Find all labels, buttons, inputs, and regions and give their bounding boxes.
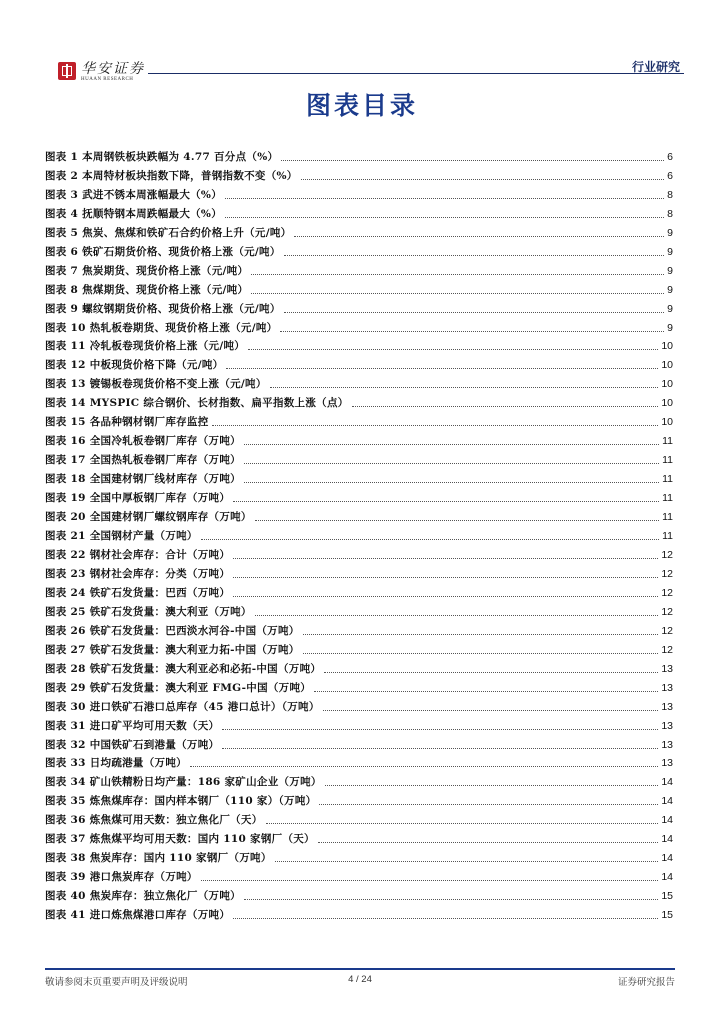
toc-entry[interactable]: [45, 865, 673, 884]
toc-dot-leader: [281, 160, 664, 161]
toc-entry-label[interactable]: 图表 29 铁矿石发货量：澳大利亚 FMG-中国（万吨）: [45, 681, 312, 694]
toc-entry-page[interactable]: 11: [662, 473, 673, 486]
toc-dot-leader: [244, 444, 659, 445]
toc-entry-page[interactable]: 10: [661, 359, 673, 372]
toc-dot-leader: [233, 577, 658, 578]
footer-divider: [45, 968, 675, 970]
toc-entry-page[interactable]: 10: [661, 340, 673, 353]
toc-dot-leader: [319, 804, 658, 805]
toc-dot-leader: [325, 785, 659, 786]
toc-dot-leader: [255, 520, 659, 521]
toc-entry[interactable]: [45, 486, 673, 505]
toc-entry[interactable]: [45, 676, 673, 695]
toc-dot-leader: [255, 615, 659, 616]
toc-dot-leader: [266, 823, 659, 824]
toc-dot-leader: [201, 880, 659, 881]
toc-entry-page[interactable]: 11: [662, 511, 673, 524]
toc-entry-page[interactable]: 9: [667, 264, 673, 277]
toc-entry-label[interactable]: 图表 9 螺纹钢期货价格、现货价格上涨（元/吨）: [45, 302, 281, 315]
toc-dot-leader: [303, 634, 659, 635]
page-footer: [45, 974, 675, 990]
toc-entry[interactable]: [45, 562, 673, 581]
toc-entry[interactable]: [45, 278, 673, 297]
toc-entry-label[interactable]: 图表 10 热轧板卷期货、现货价格上涨（元/吨）: [45, 321, 278, 334]
toc-entry[interactable]: [45, 353, 673, 372]
toc-entry[interactable]: [45, 714, 673, 733]
toc-entry[interactable]: [45, 543, 673, 562]
toc-dot-leader: [270, 387, 659, 388]
toc-entry[interactable]: [45, 619, 673, 638]
toc-entry-page[interactable]: 13: [661, 662, 673, 675]
logo-subtitle: HUAAN RESEARCH: [81, 77, 134, 82]
toc-dot-leader: [225, 217, 664, 218]
toc-entry-page[interactable]: 12: [661, 605, 673, 618]
toc-entry-page[interactable]: 6: [667, 150, 673, 163]
toc-entry-label[interactable]: 图表 17 全国热轧板卷钢厂库存（万吨）: [45, 454, 241, 467]
toc-entry-page[interactable]: 13: [661, 757, 673, 770]
toc-entry-label[interactable]: 图表 22 钢材社会库存：合计（万吨）: [45, 548, 231, 561]
toc-dot-leader: [244, 463, 659, 464]
toc-dot-leader: [318, 842, 658, 843]
toc-entry-page[interactable]: 9: [667, 321, 673, 334]
toc-entry-page[interactable]: 11: [662, 530, 673, 543]
toc-entry-label[interactable]: 图表 20 全国建材钢厂螺纹钢库存（万吨）: [45, 511, 252, 524]
toc-entry-page[interactable]: 10: [661, 416, 673, 429]
toc-entry-page[interactable]: 12: [661, 643, 673, 656]
toc-entry-page[interactable]: 9: [667, 226, 673, 239]
toc-entry-page[interactable]: 14: [661, 852, 673, 865]
toc-dot-leader: [324, 672, 658, 673]
toc-entry-page[interactable]: 12: [661, 624, 673, 637]
toc-entry[interactable]: [45, 695, 673, 714]
toc-entry-label[interactable]: 图表 12 中板现货价格下降（元/吨）: [45, 359, 224, 372]
footer-disclaimer: 敬请参阅末页重要声明及评级说明: [45, 977, 188, 988]
toc-dot-leader: [303, 653, 659, 654]
toc-entry-label[interactable]: 图表 30 进口铁矿石港口总库存（45 港口总计）（万吨）: [45, 700, 320, 713]
toc-entry-page[interactable]: 12: [661, 586, 673, 599]
toc-entry-label[interactable]: 图表 21 全国钢材产量（万吨）: [45, 530, 198, 543]
toc-entry[interactable]: [45, 202, 673, 221]
toc-entry[interactable]: [45, 145, 673, 164]
footer-doc-type: 证券研究报告: [617, 977, 675, 988]
toc-dot-leader: [251, 274, 664, 275]
toc-dot-leader: [225, 198, 664, 199]
toc-entry-label[interactable]: 图表 36 炼焦煤可用天数：独立焦化厂（天）: [45, 814, 263, 827]
toc-entry-label[interactable]: 图表 31 进口矿平均可用天数（天）: [45, 719, 220, 732]
toc-entry-page[interactable]: 9: [667, 245, 673, 258]
toc-entry-page[interactable]: 11: [662, 492, 673, 505]
toc-dot-leader: [314, 691, 658, 692]
page-number: 4 / 24: [348, 974, 372, 985]
toc-entry-page[interactable]: 8: [667, 207, 673, 220]
toc-entry-label[interactable]: 图表 41 进口炼焦煤港口库存（万吨）: [45, 909, 231, 922]
toc-dot-leader: [190, 766, 658, 767]
toc-dot-leader: [233, 558, 658, 559]
toc-entry-page[interactable]: 14: [661, 871, 673, 884]
toc-entry-label[interactable]: 图表 4 抚顺特钢本周跌幅最大（%）: [45, 207, 222, 220]
toc-entry-page[interactable]: 6: [667, 169, 673, 182]
toc-dot-leader: [352, 406, 659, 407]
toc-entry[interactable]: [45, 505, 673, 524]
toc-entry-label[interactable]: 图表 14 MYSPIC 综合钢价、长材指数、扁平指数上涨（点）: [45, 397, 349, 410]
toc-entry-label[interactable]: 图表 3 武进不锈本周涨幅最大（%）: [45, 188, 222, 201]
toc-entry-label[interactable]: 图表 6 铁矿石期货价格、现货价格上涨（元/吨）: [45, 245, 281, 258]
toc-entry-label[interactable]: 图表 5 焦炭、焦煤和铁矿石合约价格上升（元/吨）: [45, 226, 292, 239]
toc-entry-label[interactable]: 图表 33 日均疏港量（万吨）: [45, 757, 187, 770]
toc-entry[interactable]: [45, 827, 673, 846]
toc-entry-page[interactable]: 15: [661, 909, 673, 922]
toc-entry[interactable]: [45, 391, 673, 410]
toc-entry-page[interactable]: 14: [661, 795, 673, 808]
page-title: 图表目录: [305, 91, 418, 120]
toc-entry-label[interactable]: 图表 27 铁矿石发货量：澳大利亚力拓-中国（万吨）: [45, 643, 300, 656]
toc-entry-label[interactable]: 图表 19 全国中厚板钢厂库存（万吨）: [45, 492, 231, 505]
page-header: [40, 52, 684, 86]
toc-entry-label[interactable]: 图表 16 全国冷轧板卷钢厂库存（万吨）: [45, 435, 241, 448]
toc-entry[interactable]: [45, 581, 673, 600]
toc-entry-page[interactable]: 14: [661, 814, 673, 827]
toc-dot-leader: [251, 293, 664, 294]
toc-entry-page[interactable]: 15: [661, 890, 673, 903]
toc-entry-label[interactable]: 图表 37 炼焦煤平均可用天数：国内 110 家钢厂（天）: [45, 833, 315, 846]
toc-entry-page[interactable]: 10: [661, 378, 673, 391]
toc-entry-label[interactable]: 图表 1 本周钢铁板块跌幅为 4.77 百分点（%）: [45, 150, 279, 163]
toc-entry-page[interactable]: 13: [661, 681, 673, 694]
toc-entry-label[interactable]: 图表 40 焦炭库存：独立焦化厂（万吨）: [45, 890, 241, 903]
toc-dot-leader: [233, 918, 658, 919]
toc-entry-label[interactable]: 图表 11 冷轧板卷现货价格上涨（元/吨）: [45, 340, 246, 353]
toc-entry[interactable]: [45, 259, 673, 278]
toc-entry-page[interactable]: 13: [661, 719, 673, 732]
toc-dot-leader: [244, 899, 658, 900]
toc-dot-leader: [201, 539, 659, 540]
toc-entry-label[interactable]: 图表 39 港口焦炭库存（万吨）: [45, 871, 198, 884]
toc-dot-leader: [323, 710, 659, 711]
toc-dot-leader: [248, 349, 658, 350]
toc-entry-page[interactable]: 14: [661, 833, 673, 846]
toc-entry[interactable]: [45, 884, 673, 903]
toc-dot-leader: [284, 255, 665, 256]
toc-entry-label[interactable]: 图表 35 炼焦煤库存：国内样本钢厂（110 家）（万吨）: [45, 795, 317, 808]
toc-entry-page[interactable]: 9: [667, 302, 673, 315]
toc-entry[interactable]: [45, 752, 673, 771]
toc-entry-label[interactable]: 图表 8 焦煤期货、现货价格上涨（元/吨）: [45, 283, 249, 296]
toc-entry[interactable]: [45, 770, 673, 789]
toc-entry[interactable]: [45, 297, 673, 316]
toc-dot-leader: [301, 179, 665, 180]
toc-entry-page[interactable]: 14: [661, 776, 673, 789]
toc-dot-leader: [222, 748, 658, 749]
toc-entry[interactable]: [45, 240, 673, 259]
toc-dot-leader: [222, 729, 658, 730]
toc-dot-leader: [280, 331, 664, 332]
toc-entry-label[interactable]: 图表 15 各品种钢材钢厂库存监控: [45, 416, 209, 429]
toc-entry-label[interactable]: 图表 18 全国建材钢厂线材库存（万吨）: [45, 473, 241, 486]
toc-entry-label[interactable]: 图表 2 本周特材板块指数下降，普钢指数不变（%）: [45, 169, 298, 182]
toc-entry-page[interactable]: 12: [661, 567, 673, 580]
seal-icon: [58, 62, 76, 80]
toc-entry[interactable]: [45, 410, 673, 429]
toc-entry[interactable]: [45, 429, 673, 448]
toc-entry[interactable]: [45, 372, 673, 391]
toc-entry[interactable]: [45, 600, 673, 619]
toc-dot-leader: [294, 236, 664, 237]
toc-entry[interactable]: [45, 335, 673, 354]
toc-entry-page[interactable]: 10: [661, 397, 673, 410]
toc-entry[interactable]: [45, 846, 673, 865]
header-divider: [148, 73, 684, 74]
toc-entry-page[interactable]: 11: [662, 454, 673, 467]
company-logo: [58, 62, 145, 83]
toc-entry[interactable]: [45, 183, 673, 202]
toc-dot-leader: [244, 482, 659, 483]
toc-entry-page[interactable]: 12: [661, 548, 673, 561]
toc-entry-page[interactable]: 13: [661, 700, 673, 713]
toc-entry-page[interactable]: 11: [662, 435, 673, 448]
toc-dot-leader: [275, 861, 659, 862]
toc-entry[interactable]: [45, 638, 673, 657]
toc-entry-label[interactable]: 图表 26 铁矿石发货量：巴西淡水河谷-中国（万吨）: [45, 624, 300, 637]
toc-dot-leader: [284, 312, 665, 313]
logo-name: 华安证券: [81, 61, 145, 77]
toc-entry-label[interactable]: 图表 25 铁矿石发货量：澳大利亚（万吨）: [45, 605, 252, 618]
toc-entry[interactable]: [45, 903, 673, 922]
toc-entry[interactable]: [45, 221, 673, 240]
section-label: 行业研究: [631, 60, 680, 74]
toc-entry-page[interactable]: 13: [661, 738, 673, 751]
toc-entry[interactable]: [45, 789, 673, 808]
toc-dot-leader: [212, 425, 659, 426]
toc-entry-label[interactable]: 图表 13 镀锡板卷现货价格不变上涨（元/吨）: [45, 378, 267, 391]
toc-entry-page[interactable]: 8: [667, 188, 673, 201]
toc-entry[interactable]: [45, 733, 673, 752]
toc-dot-leader: [233, 596, 658, 597]
toc-entry[interactable]: [45, 164, 673, 183]
toc-entry[interactable]: [45, 448, 673, 467]
toc-entry[interactable]: [45, 316, 673, 335]
toc-entry[interactable]: [45, 467, 673, 486]
toc-entry-label[interactable]: 图表 38 焦炭库存：国内 110 家钢厂（万吨）: [45, 852, 272, 865]
toc-entry[interactable]: [45, 524, 673, 543]
toc-entry-label[interactable]: 图表 7 焦炭期货、现货价格上涨（元/吨）: [45, 264, 249, 277]
toc-entry[interactable]: [45, 808, 673, 827]
toc-entry-label[interactable]: 图表 32 中国铁矿石到港量（万吨）: [45, 738, 220, 751]
table-of-figures: [45, 145, 673, 922]
toc-entry-label[interactable]: 图表 24 铁矿石发货量：巴西（万吨）: [45, 586, 231, 599]
toc-entry-label[interactable]: 图表 23 钢材社会库存：分类（万吨）: [45, 567, 231, 580]
toc-dot-leader: [233, 501, 659, 502]
toc-entry-page[interactable]: 9: [667, 283, 673, 296]
toc-entry-label[interactable]: 图表 34 矿山铁精粉日均产量：186 家矿山企业（万吨）: [45, 776, 322, 789]
toc-entry-label[interactable]: 图表 28 铁矿石发货量：澳大利亚必和必拓-中国（万吨）: [45, 662, 322, 675]
toc-entry[interactable]: [45, 657, 673, 676]
toc-dot-leader: [226, 368, 658, 369]
